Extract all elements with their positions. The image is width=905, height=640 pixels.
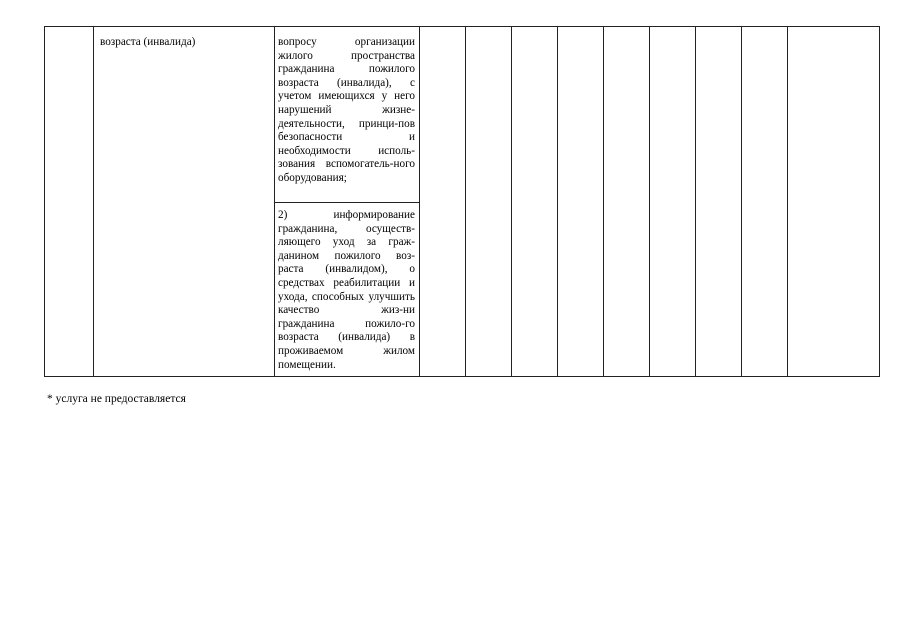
table-row [45, 27, 880, 377]
service-table [44, 26, 880, 377]
empty-cell-3 [512, 27, 558, 377]
empty-cell-7 [696, 27, 742, 377]
empty-number-cell [45, 27, 94, 377]
empty-cell-9 [788, 27, 880, 377]
empty-cell-4 [558, 27, 604, 377]
footnote: * услуга не предоставляется [47, 393, 186, 405]
empty-cell-5 [604, 27, 650, 377]
empty-cell-8 [742, 27, 788, 377]
empty-cell-1 [420, 27, 466, 377]
category-cell: возраста (инвалида) [94, 27, 275, 377]
empty-cell-6 [650, 27, 696, 377]
description-part-1: вопросу организации жилого пространства гражданина пожилого возраста (инвалида), с учетом имеющихся у него нарушений жизне-деятельности, принци-пов безопасности и необходимости исполь-зования вспомогатель-ного оборудования; [278, 36, 415, 184]
empty-cell-2 [466, 27, 512, 377]
description-cell [275, 27, 420, 377]
description-part-2: 2) информирование гражданина, осуществ-ляющего уход за граж-данином пожилого воз-раста (инвалидом), о средствах реабилитации и ухода, способных улучшить качество жиз-ни гражданина пожило-го возраста (инвалида) в проживаемом жилом помещении. [275, 202, 419, 376]
